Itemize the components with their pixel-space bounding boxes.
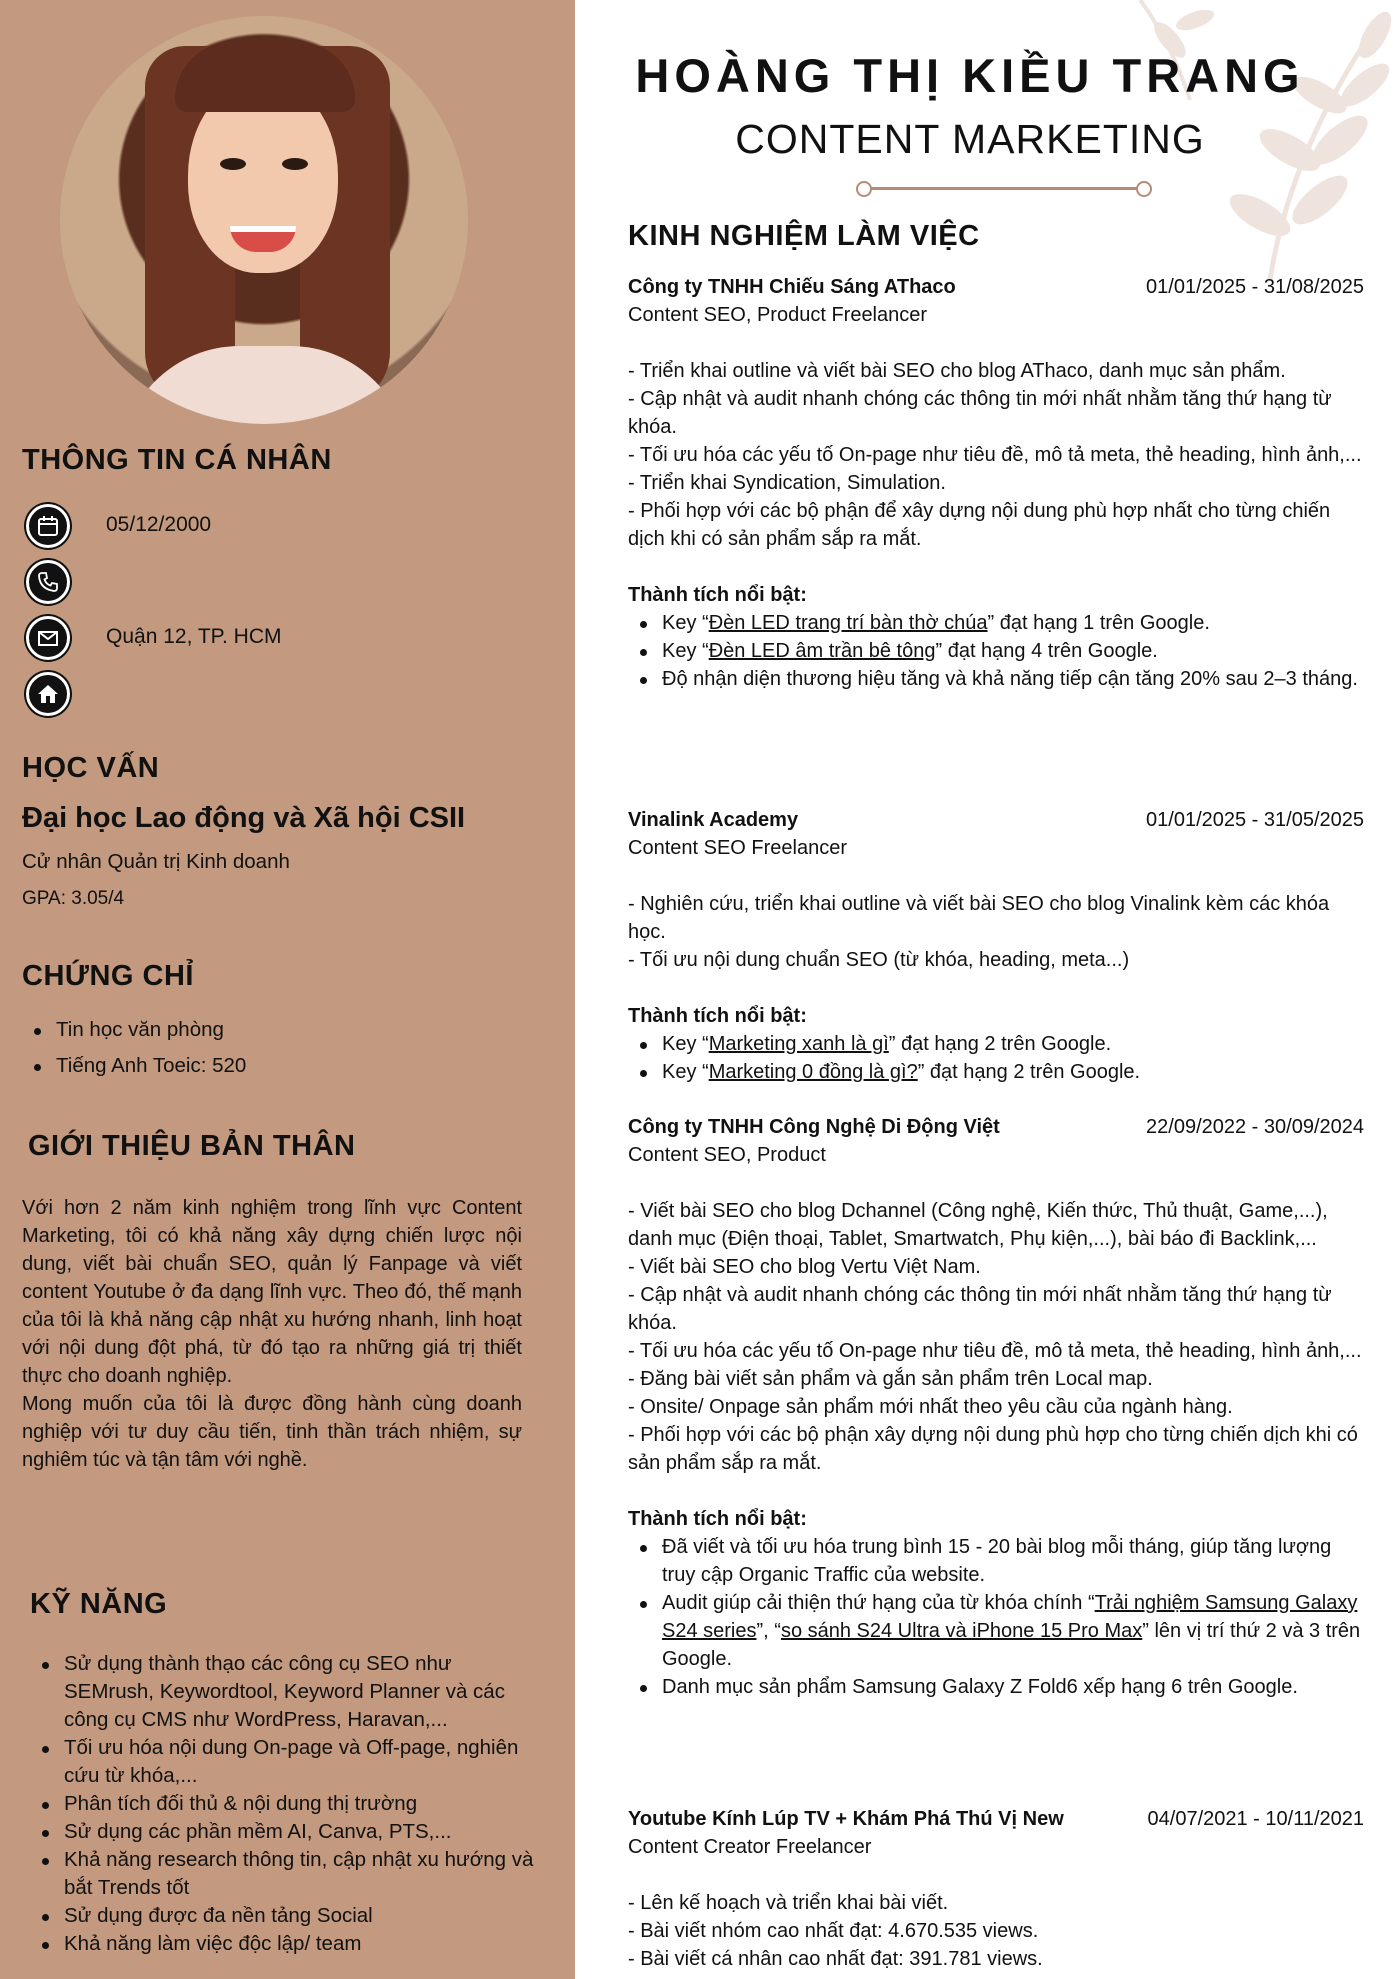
job-company: Công ty TNHH Công Nghệ Di Động Việt [628, 1116, 1000, 1138]
email-row [26, 616, 70, 660]
achievement-item: Key “Marketing xanh là gì” đạt hạng 2 trên Google. [628, 1030, 1364, 1058]
address-row [26, 672, 70, 716]
education-title: HỌC VẤN [22, 752, 160, 784]
job-task: - Viết bài SEO cho blog Dchannel (Công nghệ, Kiến thức, Thủ thuật, Game,...), danh mục (Điện thoại, Tablet, Smartwatch, Phụ kiện,...), bài báo đi Backlink,... [628, 1200, 1328, 1250]
job-header [628, 1113, 1364, 1141]
skills-list [30, 1650, 540, 1958]
achievements-label: Thành tích nổi bật: [628, 1005, 807, 1027]
job-task: - Tối ưu hóa các yếu tố On-page như tiêu đề, mô tả meta, thẻ heading, hình ảnh,... [628, 1340, 1362, 1362]
job-company: Youtube Kính Lúp TV + Khám Phá Thú Vị New [628, 1808, 1064, 1830]
job-header [628, 806, 1364, 834]
calendar-icon [26, 504, 70, 548]
achievements-label: Thành tích nổi bật: [628, 1508, 807, 1530]
achievements-list [628, 609, 1364, 693]
skill-item: Tối ưu hóa nội dung On-page và Off-page, nghiên cứu từ khóa,... [30, 1734, 540, 1790]
education-gpa: GPA: 3.05/4 [22, 888, 125, 909]
job-task: - Bài viết cá nhân cao nhất đạt: 391.781 views. [628, 1948, 1043, 1970]
job-task: - Triển khai outline và viết bài SEO cho blog AThaco, danh mục sản phẩm. [628, 360, 1286, 382]
keyword-link[interactable]: Trải nghiệm Samsung Galaxy S24 series [662, 1592, 1358, 1642]
full-name: HOÀNG THỊ KIỀU TRANG [635, 49, 1305, 102]
phone-icon [26, 560, 70, 604]
job-company: Công ty TNHH Chiếu Sáng AThaco [628, 276, 956, 298]
left-sidebar [0, 0, 575, 1979]
photo-eye-right [282, 158, 308, 170]
job-company: Vinalink Academy [628, 809, 799, 831]
skill-item: Khả năng làm việc độc lập/ team [30, 1930, 540, 1958]
job-task: - Phối hợp với các bộ phận xây dựng nội dung phù hợp cho từng chiến dịch khi có sản phẩm sắp ra mắt. [628, 1424, 1358, 1474]
phone-row [26, 560, 70, 604]
education-school: Đại học Lao động và Xã hội CSII [22, 802, 466, 834]
mail-icon [26, 616, 70, 660]
achievement-item: Key “Marketing 0 đồng là gì?” đạt hạng 2 trên Google. [628, 1058, 1364, 1086]
job-youtube [628, 1805, 1364, 1973]
birthday-text: 05/12/2000 [106, 513, 212, 536]
job-task: - Viết bài SEO cho blog Vertu Việt Nam. [628, 1256, 981, 1278]
photo-hair-top [175, 42, 355, 112]
keyword-link[interactable]: so sánh S24 Ultra và iPhone 15 Pro Max [780, 1620, 1143, 1642]
birthday-row [26, 504, 70, 548]
about-paragraph-2: Mong muốn của tôi là được đồng hành cùng doanh nghiệp với tư duy cầu tiến, tinh thần trách nhiệm, sự nghiêm túc và tận tâm với nghề. [22, 1393, 522, 1471]
skill-item: Phân tích đối thủ & nội dung thị trường [30, 1790, 540, 1818]
job-task: - Cập nhật và audit nhanh chóng các thông tin mới nhất nhằm tăng thứ hạng từ khóa. [628, 1284, 1332, 1334]
about-text [22, 1194, 522, 1474]
about-title: GIỚI THIỆU BẢN THÂN [28, 1130, 356, 1162]
personal-info-title: THÔNG TIN CÁ NHÂN [22, 444, 332, 476]
job-position: Content SEO, Product Freelancer [628, 304, 928, 326]
achievement-item: Danh mục sản phẩm Samsung Galaxy Z Fold6 xếp hạng 6 trên Google. [628, 1673, 1364, 1701]
keyword-link[interactable]: Marketing xanh là gì [708, 1033, 889, 1055]
certificate-item: Tiếng Anh Toeic: 520 [22, 1052, 246, 1080]
keyword-link[interactable]: Đèn LED âm trần bê tông [708, 640, 936, 662]
job-dates: 01/01/2025 - 31/08/2025 [1146, 276, 1364, 298]
skill-item: Sử dụng thành thạo các công cụ SEO như SEMrush, Keywordtool, Keyword Planner và các công cụ CMS như WordPress, Haravan,... [30, 1650, 540, 1734]
job-dates: 01/01/2025 - 31/05/2025 [1146, 809, 1364, 831]
home-icon [26, 672, 70, 716]
achievement-item: Độ nhận diện thương hiệu tăng và khả năng tiếp cận tăng 20% sau 2–3 tháng. [628, 665, 1364, 693]
job-task: - Cập nhật và audit nhanh chóng các thông tin mới nhất nhằm tăng thứ hạng từ khóa. [628, 388, 1332, 438]
achievements-list [628, 1533, 1364, 1701]
job-dates: 22/09/2022 - 30/09/2024 [1146, 1116, 1364, 1138]
job-athaco [628, 273, 1364, 693]
skill-item: Khả năng research thông tin, cập nhật xu hướng và bắt Trends tốt [30, 1846, 540, 1902]
job-vinalink [628, 806, 1364, 1086]
achievements-list [628, 1030, 1364, 1086]
job-header [628, 273, 1364, 301]
keyword-link[interactable]: Marketing 0 đồng là gì? [708, 1061, 918, 1083]
skill-item: Sử dụng các phần mềm AI, Canva, PTS,... [30, 1818, 540, 1846]
certificates-list [22, 1016, 246, 1080]
title-divider [864, 187, 1144, 190]
job-didongviet [628, 1113, 1364, 1701]
job-task: - Lên kế hoạch và triển khai bài viết. [628, 1892, 949, 1914]
job-dates: 04/07/2021 - 10/11/2021 [1147, 1808, 1364, 1830]
job-task: - Bài viết nhóm cao nhất đạt: 4.670.535 views. [628, 1920, 1039, 1942]
job-position: Content SEO, Product [628, 1144, 826, 1166]
job-position: Content SEO Freelancer [628, 837, 847, 859]
achievement-item: Key “Đèn LED âm trần bê tông” đạt hạng 4 trên Google. [628, 637, 1364, 665]
job-task: - Triển khai Syndication, Simulation. [628, 472, 946, 494]
photo-eye-left [220, 158, 246, 170]
about-paragraph-1: Với hơn 2 năm kinh nghiệm trong lĩnh vực Content Marketing, tôi có khả năng xây dựng chiến lược nội dung, viết bài chuẩn SEO, quản lý Fanpage và viết content Youtube ở đa dạng lĩnh vực. Theo đó, thế mạnh của tôi là khả năng cập nhật xu hướng nhanh, linh hoạt với nội dung đột phá, từ đó tạo ra những giá trị thiết thực cho doanh nghiệp. [22, 1197, 522, 1387]
certificates-title: CHỨNG CHỈ [22, 960, 194, 992]
job-task: - Đăng bài viết sản phẩm và gắn sản phẩm trên Local map. [628, 1368, 1153, 1390]
achievement-item: Audit giúp cải thiện thứ hạng của từ khóa chính “Trải nghiệm Samsung Galaxy S24 series”, “so sánh S24 Ultra và iPhone 15 Pro Max” lên vị trí thứ 2 và 3 trên Google. [628, 1589, 1364, 1673]
profile-photo [60, 16, 468, 424]
job-task: - Tối ưu hóa các yếu tố On-page như tiêu đề, mô tả meta, thẻ heading, hình ảnh,... [628, 444, 1362, 466]
achievements-label: Thành tích nổi bật: [628, 584, 807, 606]
job-task: - Phối hợp với các bộ phận để xây dựng nội dung phù hợp nhất cho từng chiến dịch khi có sản phẩm sắp ra mắt. [628, 500, 1331, 550]
job-task: - Tối ưu nội dung chuẩn SEO (từ khóa, heading, meta...) [628, 949, 1130, 971]
location-text: Quận 12, TP. HCM [106, 625, 282, 648]
experience-title: KINH NGHIỆM LÀM VIỆC [628, 220, 980, 252]
skills-title: KỸ NĂNG [30, 1588, 168, 1620]
job-role: CONTENT MARKETING [735, 116, 1205, 162]
job-header [628, 1805, 1364, 1833]
skill-item: Sử dụng được đa nền tảng Social [30, 1902, 540, 1930]
job-position: Content Creator Freelancer [628, 1836, 872, 1858]
achievement-item: Đã viết và tối ưu hóa trung bình 15 - 20 bài blog mỗi tháng, giúp tăng lượng truy cập Organic Traffic của website. [628, 1533, 1364, 1589]
keyword-link[interactable]: Đèn LED trang trí bàn thờ chúa [708, 612, 988, 634]
achievement-item: Key “Đèn LED trang trí bàn thờ chúa” đạt hạng 1 trên Google. [628, 609, 1364, 637]
job-task: - Nghiên cứu, triển khai outline và viết bài SEO cho blog Vinalink kèm các khóa học. [628, 893, 1330, 943]
education-degree: Cử nhân Quản trị Kinh doanh [22, 850, 290, 873]
certificate-item: Tin học văn phòng [22, 1016, 246, 1044]
job-task: - Onsite/ Onpage sản phẩm mới nhất theo yêu cầu của ngành hàng. [628, 1396, 1233, 1418]
